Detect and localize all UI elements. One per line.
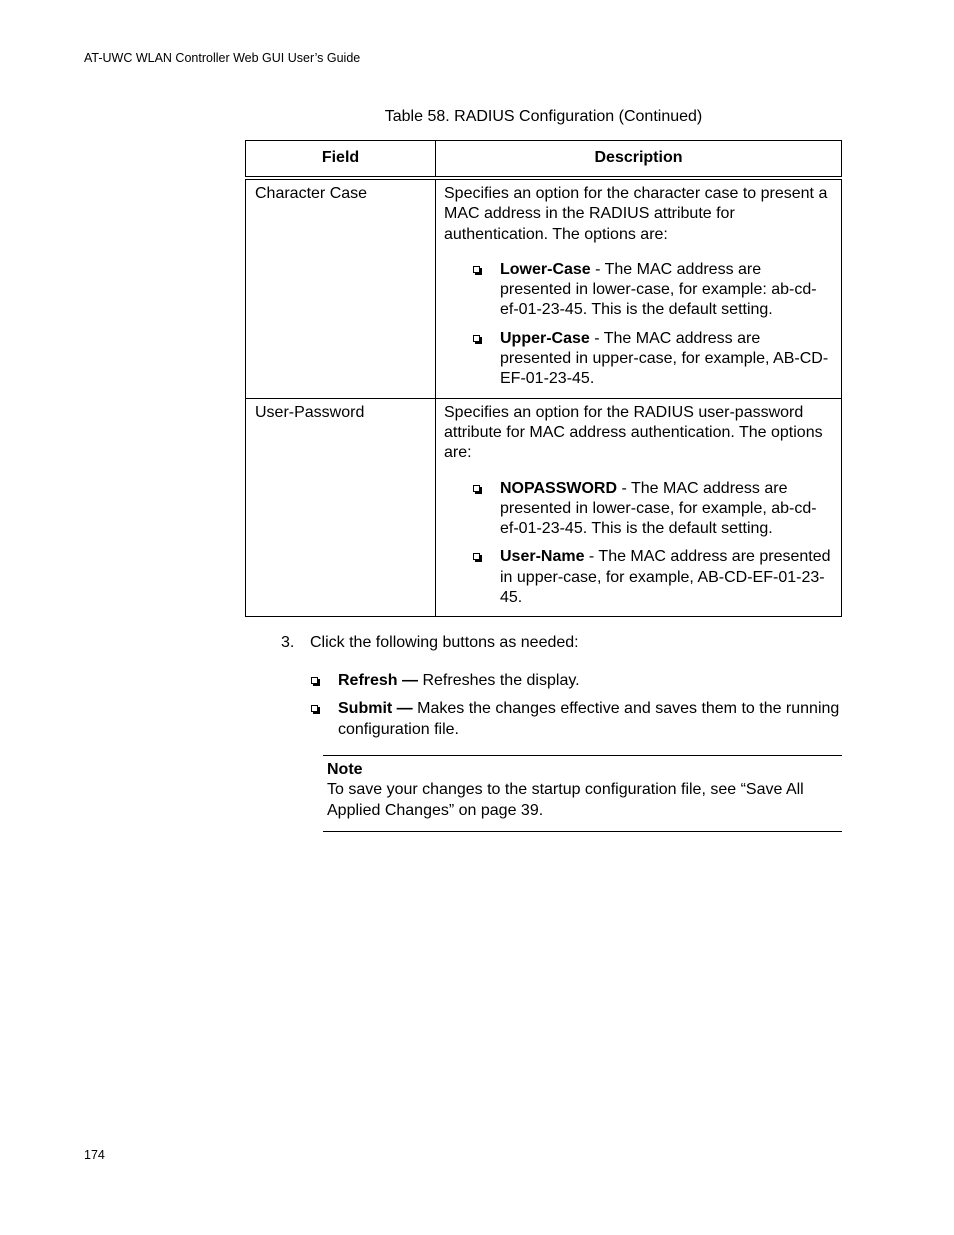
table-header-row — [246, 141, 842, 179]
table-caption: Table 58. RADIUS Configuration (Continued) — [384, 108, 703, 125]
description-cell — [436, 398, 842, 617]
note-text: To save your changes to the startup configuration file, see “Save All Applied Changes” on page 39. — [327, 781, 804, 819]
option-item — [444, 260, 831, 321]
checkbox-bullet-icon — [311, 677, 318, 684]
button-description-list — [310, 671, 842, 748]
button-name: Submit — — [338, 700, 413, 718]
page-number: 174 — [84, 1148, 105, 1162]
radius-configuration-table — [245, 140, 842, 617]
table-row — [246, 178, 842, 398]
option-term: Lower-Case — [500, 260, 591, 278]
description-intro: Specifies an option for the character case to present a MAC address in the RADIUS attribute for authentication. The options are: — [444, 185, 828, 243]
button-name: Refresh — — [338, 672, 419, 689]
list-item — [310, 671, 842, 691]
option-term: Upper-Case — [500, 329, 590, 347]
option-term: User-Name — [500, 548, 585, 566]
checkbox-bullet-icon — [473, 485, 480, 492]
option-item — [444, 329, 831, 390]
option-item — [444, 479, 831, 540]
button-description: Makes the changes effective and saves them to the running configuration file. — [338, 700, 840, 738]
field-cell: User-Password — [246, 398, 436, 617]
step-number: 3. — [281, 634, 295, 651]
button-description: Refreshes the display. — [418, 672, 580, 689]
table-row — [246, 398, 842, 617]
description-cell — [436, 178, 842, 398]
procedure-step — [281, 634, 579, 652]
description-intro: Specifies an option for the RADIUS user-password attribute for MAC address authentication. The options are: — [444, 403, 823, 462]
checkbox-bullet-icon — [311, 705, 318, 712]
note-title: Note — [327, 761, 363, 778]
option-item — [444, 547, 831, 608]
option-text: - The MAC address are presented in lower-case, for example, ab-cd-ef-01-23-45. This is the default setting. — [500, 479, 817, 538]
column-header-field: Field — [246, 141, 436, 179]
running-header: AT-UWC WLAN Controller Web GUI User’s Guide — [84, 51, 361, 65]
list-item — [310, 699, 842, 740]
checkbox-bullet-icon — [473, 335, 480, 342]
step-text: Click the following buttons as needed: — [310, 634, 579, 651]
option-text: - The MAC address are presented in upper-case, for example, AB-CD-EF-01-23-45. — [500, 329, 829, 388]
checkbox-bullet-icon — [473, 553, 480, 560]
note-box — [323, 755, 842, 832]
field-cell: Character Case — [246, 178, 436, 398]
checkbox-bullet-icon — [473, 266, 480, 273]
option-text: - The MAC address are presented in upper-case, for example, AB-CD-EF-01-23-45. — [500, 548, 831, 607]
option-text: - The MAC address are presented in lower-case, for example: ab-cd-ef-01-23-45. This is the default setting. — [500, 260, 817, 319]
column-header-description: Description — [436, 141, 842, 179]
option-term: NOPASSWORD — [500, 479, 618, 497]
